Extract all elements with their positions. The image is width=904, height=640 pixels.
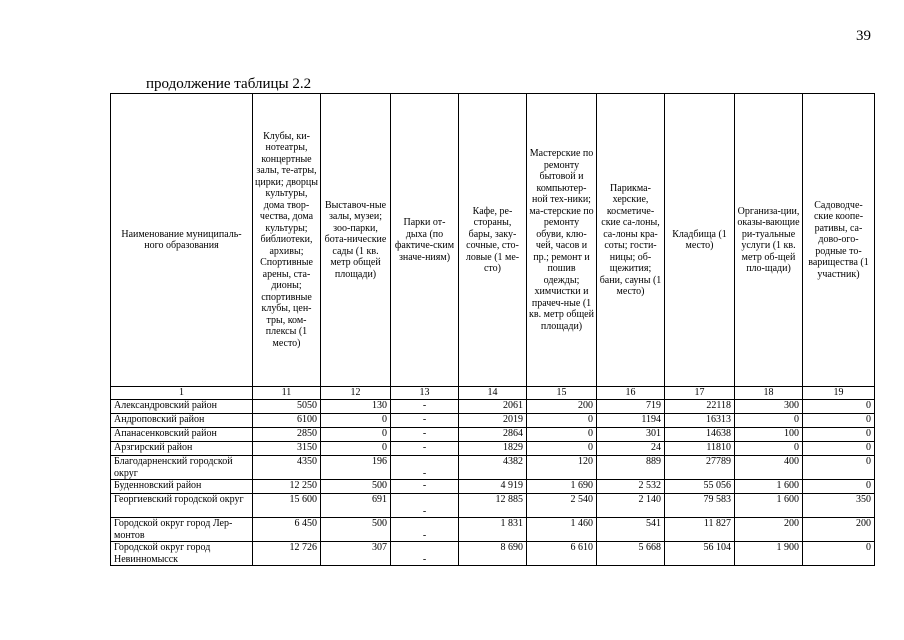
cell-col-15: 6 610: [527, 542, 597, 566]
column-header-12: Выставоч-ные залы, музеи; зоо-парки, бота-нические сады (1 кв. метр общей площади): [321, 94, 391, 387]
cell-col-18: 1 600: [735, 480, 803, 494]
cell-col-15: 0: [527, 414, 597, 428]
table-row: [111, 400, 875, 414]
cell-col-14: 1 831: [459, 518, 527, 542]
cell-col-12: 0: [321, 414, 391, 428]
cell-col-11: 4350: [253, 456, 321, 480]
table-caption: продолжение таблицы 2.2: [146, 76, 312, 92]
column-header-14: Кафе, ре-стораны, бары, заку-сочные, сто-ловые (1 ме-сто): [459, 94, 527, 387]
table-row: [111, 428, 875, 442]
municipality-name: Благодарненский городской округ: [111, 456, 253, 480]
table-row: [111, 518, 875, 542]
municipality-name: Андроповский район: [111, 414, 253, 428]
cell-col-19: 0: [803, 442, 875, 456]
cell-col-13: -: [391, 480, 459, 494]
cell-col-13: -: [391, 542, 459, 566]
cell-col-12: 691: [321, 494, 391, 518]
cell-col-12: 0: [321, 428, 391, 442]
cell-col-19: 0: [803, 428, 875, 442]
municipality-name: Городской округ город Невинномысск: [111, 542, 253, 566]
cell-col-16: 1194: [597, 414, 665, 428]
municipality-name: Буденновский район: [111, 480, 253, 494]
column-number: 18: [735, 387, 803, 400]
table-row: [111, 494, 875, 518]
cell-col-14: 2019: [459, 414, 527, 428]
cell-col-13: -: [391, 414, 459, 428]
cell-col-15: 1 690: [527, 480, 597, 494]
cell-col-13: -: [391, 494, 459, 518]
municipality-name: Арзгирский район: [111, 442, 253, 456]
cell-col-14: 1829: [459, 442, 527, 456]
cell-col-14: 4 919: [459, 480, 527, 494]
cell-col-15: 0: [527, 442, 597, 456]
cell-col-12: 0: [321, 442, 391, 456]
cell-col-17: 11 827: [665, 518, 735, 542]
municipality-name: Александровский район: [111, 400, 253, 414]
cell-col-18: 100: [735, 428, 803, 442]
cell-col-12: 500: [321, 480, 391, 494]
cell-col-17: 16313: [665, 414, 735, 428]
cell-col-19: 0: [803, 400, 875, 414]
cell-col-16: 2 532: [597, 480, 665, 494]
cell-col-16: 889: [597, 456, 665, 480]
cell-col-12: 130: [321, 400, 391, 414]
column-number: 1: [111, 387, 253, 400]
municipality-name: Апанасенковский район: [111, 428, 253, 442]
table-row: [111, 456, 875, 480]
cell-col-12: 196: [321, 456, 391, 480]
cell-col-17: 11810: [665, 442, 735, 456]
table-row: [111, 480, 875, 494]
cell-col-14: 12 885: [459, 494, 527, 518]
cell-col-15: 0: [527, 428, 597, 442]
cell-col-14: 2864: [459, 428, 527, 442]
column-header-15: Мастерские по ремонту бытовой и компьютер-ной тех-ники; ма-стерские по ремонту обуви, клю-чей, часов и пр.; ремонт и пошив одежды; химчистки и прачеч-ные (1 кв. метр общей площади): [527, 94, 597, 387]
cell-col-16: 301: [597, 428, 665, 442]
column-header-17: Кладбища (1 место): [665, 94, 735, 387]
cell-col-19: 0: [803, 456, 875, 480]
cell-col-18: 1 600: [735, 494, 803, 518]
cell-col-17: 79 583: [665, 494, 735, 518]
cell-col-18: 1 900: [735, 542, 803, 566]
page-number: 39: [856, 28, 871, 44]
column-number: 15: [527, 387, 597, 400]
column-number-row: [111, 387, 875, 400]
cell-col-19: 0: [803, 542, 875, 566]
cell-col-15: 2 540: [527, 494, 597, 518]
cell-col-19: 350: [803, 494, 875, 518]
cell-col-14: 4382: [459, 456, 527, 480]
municipality-name: Городской округ город Лер-монтов: [111, 518, 253, 542]
column-number: 14: [459, 387, 527, 400]
cell-col-11: 2850: [253, 428, 321, 442]
column-number: 12: [321, 387, 391, 400]
cell-col-19: 0: [803, 480, 875, 494]
cell-col-18: 300: [735, 400, 803, 414]
cell-col-14: 8 690: [459, 542, 527, 566]
cell-col-11: 6 450: [253, 518, 321, 542]
cell-col-13: -: [391, 442, 459, 456]
column-number: 17: [665, 387, 735, 400]
column-number: 19: [803, 387, 875, 400]
cell-col-16: 719: [597, 400, 665, 414]
cell-col-16: 24: [597, 442, 665, 456]
cell-col-16: 5 668: [597, 542, 665, 566]
cell-col-11: 12 726: [253, 542, 321, 566]
cell-col-14: 2061: [459, 400, 527, 414]
column-header-16: Парикма-херские, косметиче-ские са-лоны, са-лоны кра-соты; гости-ницы; об-щежития; бани, сауны (1 место): [597, 94, 665, 387]
cell-col-17: 22118: [665, 400, 735, 414]
column-number: 13: [391, 387, 459, 400]
cell-col-13: -: [391, 518, 459, 542]
cell-col-11: 5050: [253, 400, 321, 414]
cell-col-18: 400: [735, 456, 803, 480]
column-header-18: Организа-ции, оказы-вающие ри-туальные услуги (1 кв. метр об-щей пло-щади): [735, 94, 803, 387]
cell-col-11: 6100: [253, 414, 321, 428]
cell-col-18: 200: [735, 518, 803, 542]
cell-col-15: 1 460: [527, 518, 597, 542]
cell-col-13: -: [391, 428, 459, 442]
cell-col-15: 120: [527, 456, 597, 480]
column-number: 11: [253, 387, 321, 400]
cell-col-16: 2 140: [597, 494, 665, 518]
cell-col-13: -: [391, 400, 459, 414]
column-header-13: Парки от-дыха (по фактиче-ским значе-ниям): [391, 94, 459, 387]
data-table: [110, 93, 875, 566]
municipality-name: Георгиевский городской округ: [111, 494, 253, 518]
cell-col-16: 541: [597, 518, 665, 542]
column-number: 16: [597, 387, 665, 400]
cell-col-17: 55 056: [665, 480, 735, 494]
cell-col-18: 0: [735, 442, 803, 456]
column-header-11: Клубы, ки-нотеатры, концертные залы, те-атры, цирки; дворцы культуры, дома твор-чества, дома культуры; библиотеки, архивы; Спортивные арены, ста-дионы; спортивные клубы, цен-тры, ком-плексы (1 место): [253, 94, 321, 387]
header-row: [111, 94, 875, 387]
cell-col-17: 27789: [665, 456, 735, 480]
cell-col-11: 15 600: [253, 494, 321, 518]
cell-col-12: 307: [321, 542, 391, 566]
cell-col-12: 500: [321, 518, 391, 542]
cell-col-17: 14638: [665, 428, 735, 442]
cell-col-15: 200: [527, 400, 597, 414]
cell-col-18: 0: [735, 414, 803, 428]
table-row: [111, 442, 875, 456]
table-body: [111, 400, 875, 566]
table-row: [111, 414, 875, 428]
cell-col-11: 3150: [253, 442, 321, 456]
column-header-19: Садоводче-ские коопе-ративы, са-дово-ого-родные то-варищества (1 участник): [803, 94, 875, 387]
cell-col-19: 200: [803, 518, 875, 542]
cell-col-17: 56 104: [665, 542, 735, 566]
cell-col-19: 0: [803, 414, 875, 428]
table-row: [111, 542, 875, 566]
column-header-name: Наименование муниципаль-ного образования: [111, 94, 253, 387]
cell-col-11: 12 250: [253, 480, 321, 494]
cell-col-13: -: [391, 456, 459, 480]
